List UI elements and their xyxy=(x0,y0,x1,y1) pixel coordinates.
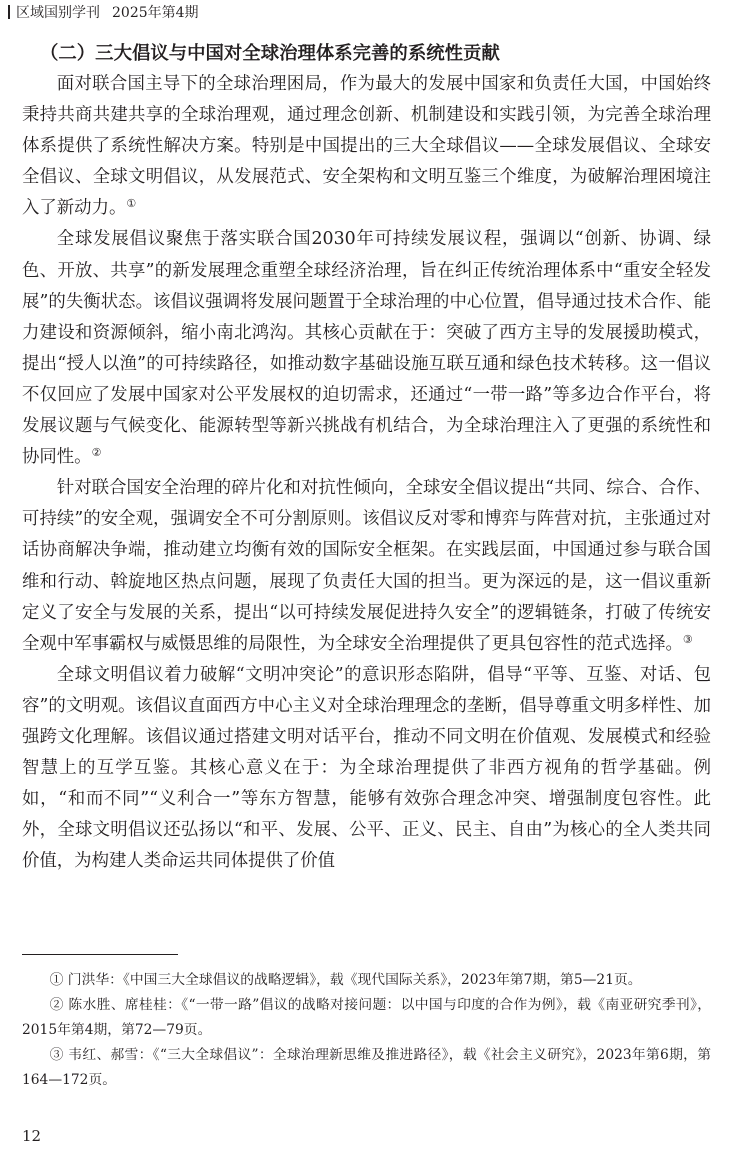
paragraph-text: 全球文明倡议着力破解“文明冲突论”的意识形态陷阱，倡导“平等、互鉴、对话、包容”的文明观。该倡议直面西方中心主义对全球治理理念的垄断，倡导尊重文明多样性、加强跨文化理解。该倡议通过搭建文明对话平台，推动不同文明在价值观、发展模式和经验智慧上的互学互鉴。其核心意义在于：为全球治理提供了非西方视角的哲学基础。例如，“和而不同”“义利合一”等东方智慧，能够有效弥合理念冲突、增强制度包容性。此外，全球文明倡议还弘扬以“和平、发展、公平、正义、民主、自由”为核心的全人类共同价值，为构建人类命运共同体提供了价值 xyxy=(22,664,711,872)
footnote-3: ③ 韦红、郝雪：《“三大全球倡议”：全球治理新思维及推进路径》，载《社会主义研究》，2023年第6期，第164—172页。 xyxy=(22,1047,711,1088)
paragraph-4 xyxy=(22,660,711,878)
paragraph-text: 面对联合国主导下的全球治理困局，作为最大的发展中国家和负责任大国，中国始终秉持共商共建共享的全球治理观，通过理念创新、机制建设和实践引领，为完善全球治理体系提供了系统性解决方案。特别是中国提出的三大全球倡议——全球发展倡议、全球安全倡议、全球文明倡议，从发展范式、安全架构和文明互鉴三个维度，为破解治理困境注入了新动力。 xyxy=(22,74,711,219)
journal-name: 区域国别学刊 xyxy=(16,5,100,21)
footnote-2: ② 陈水胜、席桂桂：《“一带一路”倡议的战略对接问题：以中国与印度的合作为例》，载《南亚研究季刊》，2015年第4期，第72—79页。 xyxy=(22,997,711,1038)
footnote-ref-3[interactable]: ③ xyxy=(682,632,693,646)
paragraph-2 xyxy=(22,224,711,473)
issue-label: 2025年第4期 xyxy=(112,5,199,21)
section-heading: （二）三大倡议与中国对全球治理体系完善的系统性贡献 xyxy=(40,43,500,64)
footnotes xyxy=(22,968,711,1093)
paragraph-text: 针对联合国安全治理的碎片化和对抗性倾向，全球安全倡议提出“共同、综合、合作、可持续”的安全观，强调安全不可分割原则。该倡议反对零和博弈与阵营对抗，主张通过对话协商解决争端，推动建立均衡有效的国际安全框架。在实践层面，中国通过参与联合国维和行动、斡旋地区热点问题，展现了负责任大国的担当。更为深远的是，这一倡议重新定义了安全与发展的关系，提出“以可持续发展促进持久安全”的逻辑链条，打破了传统安全观中军事霸权与威慑思维的局限性，为全球安全治理提供了更具包容性的范式选择。 xyxy=(22,478,711,654)
footnote-ref-2[interactable]: ② xyxy=(91,446,102,460)
paragraph-3 xyxy=(22,473,711,660)
paragraph-text: 全球发展倡议聚焦于落实联合国2030年可持续发展议程，强调以“创新、协调、绿色、开放、共享”的新发展理念重塑全球经济治理，旨在纠正传统治理体系中“重安全轻发展”的失衡状态。该倡议强调将发展问题置于全球治理的中心位置，倡导通过技术合作、能力建设和资源倾斜，缩小南北鸿沟。其核心贡献在于：突破了西方主导的发展援助模式，提出“授人以渔”的可持续路径，如推动数字基础设施互联互通和绿色技术转移。这一倡议不仅回应了发展中国家对公平发展权的迫切需求，还通过“一带一路”等多边合作平台，将发展议题与气候变化、能源转型等新兴挑战有机结合，为全球治理注入了更强的系统性和协同性。 xyxy=(22,229,711,468)
footnote-separator xyxy=(22,954,178,955)
footnote-1: ① 门洪华：《中国三大全球倡议的战略逻辑》，载《现代国际关系》，2023年第7期，第5—21页。 xyxy=(49,972,642,988)
header-bar xyxy=(8,5,10,19)
footnote-ref-1[interactable]: ① xyxy=(126,197,137,211)
running-head xyxy=(8,2,199,24)
main-text xyxy=(22,38,711,877)
paragraph-1 xyxy=(22,69,711,224)
page-number: 12 xyxy=(22,1127,42,1145)
